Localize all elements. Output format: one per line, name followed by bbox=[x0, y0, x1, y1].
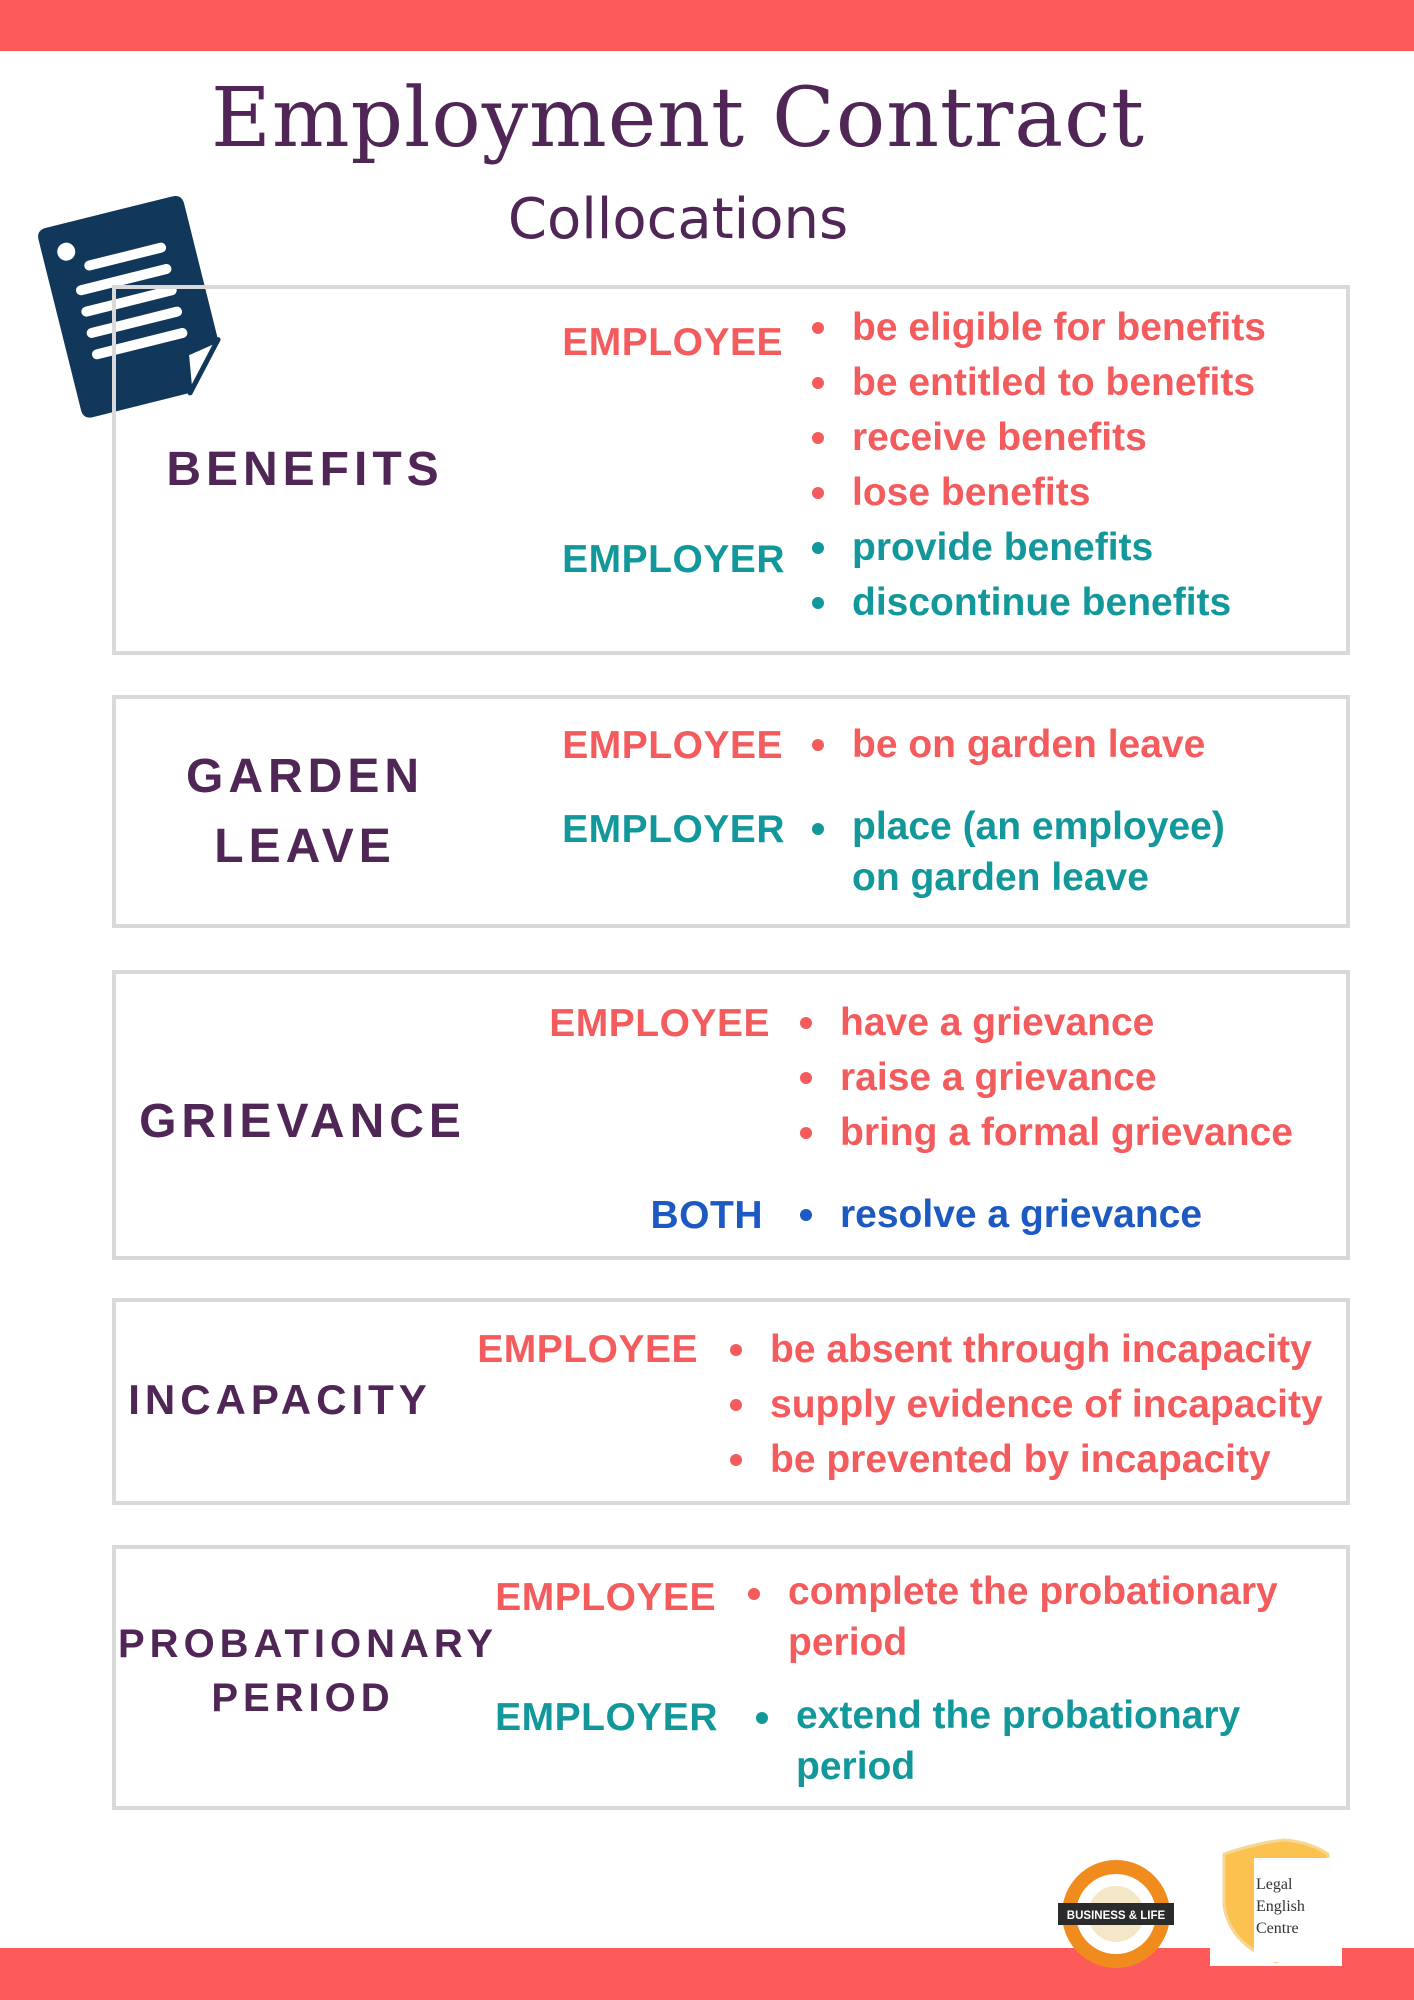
legal-english-line3: Centre bbox=[1256, 1920, 1299, 1937]
benefits-employee-list bbox=[812, 300, 1266, 520]
incapacity-heading: INCAPACITY bbox=[128, 1376, 432, 1423]
probationary-employer-list bbox=[756, 1690, 1316, 1792]
garden-leave-employee-list bbox=[812, 717, 1205, 772]
list-item: discontinue benefits bbox=[812, 575, 1231, 630]
list-item: have a grievance bbox=[800, 995, 1293, 1050]
probationary-employee-label: EMPLOYEE bbox=[495, 1576, 716, 1619]
probationary-employer-label: EMPLOYER bbox=[495, 1696, 718, 1739]
page-title: Employment Contract bbox=[211, 71, 1145, 166]
garden-leave-heading-line2: LEAVE bbox=[214, 820, 396, 873]
list-item: be prevented by incapacity bbox=[730, 1432, 1323, 1487]
grievance-both-list bbox=[800, 1187, 1202, 1242]
bottom-accent-bar bbox=[0, 1948, 1414, 2000]
list-item: lose benefits bbox=[812, 465, 1266, 520]
legal-english-line1: Legal bbox=[1256, 1876, 1293, 1893]
list-item: place (an employee) on garden leave bbox=[812, 801, 1272, 903]
list-item: be on garden leave bbox=[812, 717, 1205, 772]
page-subtitle: Collocations bbox=[507, 187, 849, 252]
list-item: be absent through incapacity bbox=[730, 1322, 1323, 1377]
garden-leave-heading bbox=[140, 742, 470, 882]
garden-leave-employer-list bbox=[812, 801, 1272, 903]
benefits-employee-label: EMPLOYEE bbox=[562, 321, 783, 364]
incapacity-employee-list bbox=[730, 1322, 1323, 1487]
garden-leave-employee-label: EMPLOYEE bbox=[562, 724, 783, 767]
list-item: provide benefits bbox=[812, 520, 1231, 575]
grievance-heading: GRIEVANCE bbox=[139, 1095, 466, 1148]
list-item: receive benefits bbox=[812, 410, 1266, 465]
probationary-period-heading-line2: PERIOD bbox=[211, 1676, 395, 1720]
benefits-employer-list bbox=[812, 520, 1231, 630]
grievance-employee-list bbox=[800, 995, 1293, 1160]
probationary-period-heading-line1: PROBATIONARY bbox=[118, 1622, 498, 1666]
legal-english-line2: English bbox=[1256, 1898, 1305, 1915]
business-life-logo-text: BUSINESS & LIFE bbox=[1066, 1910, 1166, 1922]
top-accent-bar bbox=[0, 0, 1414, 51]
list-item: resolve a grievance bbox=[800, 1187, 1202, 1242]
business-life-logo bbox=[1058, 1856, 1174, 1972]
legal-english-centre-logo bbox=[1210, 1836, 1342, 1966]
benefits-heading: BENEFITS bbox=[166, 443, 444, 496]
probationary-employee-list bbox=[748, 1566, 1318, 1668]
probationary-period-heading bbox=[118, 1617, 498, 1725]
list-item: be eligible for benefits bbox=[812, 300, 1266, 355]
list-item: extend the probationary period bbox=[756, 1690, 1316, 1792]
garden-leave-heading-line1: GARDEN bbox=[185, 750, 424, 803]
list-item: complete the probationary period bbox=[748, 1566, 1318, 1668]
list-item: raise a grievance bbox=[800, 1050, 1293, 1105]
list-item: supply evidence of incapacity bbox=[730, 1377, 1323, 1432]
list-item: be entitled to benefits bbox=[812, 355, 1266, 410]
grievance-employee-label: EMPLOYEE bbox=[549, 1002, 770, 1045]
grievance-both-label: BOTH bbox=[650, 1194, 763, 1237]
list-item: bring a formal grievance bbox=[800, 1105, 1293, 1160]
benefits-employer-label: EMPLOYER bbox=[562, 538, 785, 581]
incapacity-employee-label: EMPLOYEE bbox=[477, 1328, 698, 1371]
garden-leave-employer-label: EMPLOYER bbox=[562, 808, 785, 851]
